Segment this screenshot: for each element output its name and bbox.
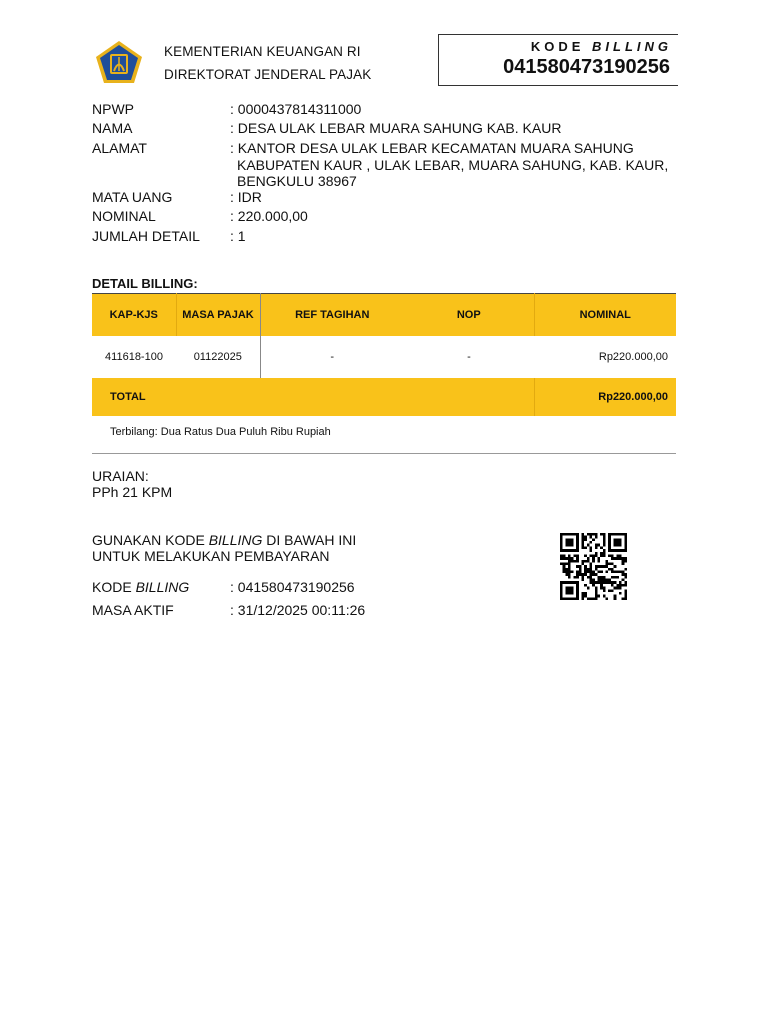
detail-billing-title: DETAIL BILLING: — [92, 276, 198, 291]
nama-label: NAMA — [92, 120, 133, 136]
col-ref-tagihan: REF TAGIHAN — [295, 308, 370, 321]
instr-part-a: GUNAKAN KODE — [92, 532, 205, 548]
cell-kap-kjs: 411618-100 — [105, 350, 163, 363]
col-masa-pajak: MASA PAJAK — [176, 294, 260, 336]
jumlah-detail-value: : 1 — [230, 228, 246, 244]
col-nominal: NOMINAL — [579, 308, 631, 321]
alamat-line-3: BENGKULU 38967 — [237, 173, 357, 189]
cell-masa-pajak: 01122025 — [176, 336, 260, 378]
table-row — [92, 336, 676, 378]
kode-label-a: KODE — [530, 39, 585, 54]
mata-uang-value: : IDR — [230, 189, 262, 205]
payment-instruction-line-2: UNTUK MELAKUKAN PEMBAYARAN — [92, 548, 330, 564]
nominal-value: : 220.000,00 — [230, 208, 308, 224]
table-total-row — [92, 378, 676, 416]
npwp-value: : 0000437814311000 — [230, 101, 362, 117]
cell-ref-tagihan: - — [330, 350, 335, 363]
nominal-label: NOMINAL — [92, 208, 156, 224]
org-line-2: DIREKTORAT JENDERAL PAJAK — [164, 67, 372, 82]
col-nop: NOP — [404, 294, 534, 336]
alamat-label: ALAMAT — [92, 140, 147, 156]
qr-code — [558, 533, 629, 600]
instr-part-b: BILLING — [208, 532, 263, 548]
alamat-line-1: : KANTOR DESA ULAK LEBAR KECAMATAN MUARA SAHUNG — [230, 140, 634, 156]
uraian-value: PPh 21 KPM — [92, 484, 173, 500]
kemenkeu-logo — [94, 40, 144, 84]
table-header-row — [92, 294, 676, 336]
kode-billing-label — [92, 579, 189, 595]
kb-label-a: KODE — [92, 579, 132, 595]
total-value: Rp220.000,00 — [598, 390, 668, 403]
cell-nominal: Rp220.000,00 — [598, 350, 668, 363]
terbilang-text: Terbilang: Dua Ratus Dua Puluh Ribu Rupiah — [110, 426, 331, 438]
mata-uang-label: MATA UANG — [92, 189, 173, 205]
npwp-label: NPWP — [92, 101, 134, 117]
kode-label-b: BILLING — [592, 39, 672, 54]
jumlah-detail-label: JUMLAH DETAIL — [92, 228, 200, 244]
kode-billing-number: 041580473190256 — [503, 56, 670, 78]
alamat-line-2: KABUPATEN KAUR , ULAK LEBAR, MUARA SAHUNG, KAB. KAUR, — [237, 156, 669, 173]
kode-billing-value: : 041580473190256 — [230, 579, 355, 595]
org-line-1: KEMENTERIAN KEUANGAN RI — [164, 44, 361, 59]
nama-value: : DESA ULAK LEBAR MUARA SAHUNG KAB. KAUR — [230, 120, 562, 136]
cell-nop: - — [467, 350, 471, 363]
detail-billing-table — [92, 293, 676, 416]
uraian-label: URAIAN: — [92, 468, 149, 484]
total-label: TOTAL — [92, 378, 534, 416]
instr-part-c: DI BAWAH INI — [266, 532, 357, 548]
col-kap-kjs: KAP-KJS — [92, 294, 176, 336]
kode-billing-box — [438, 34, 678, 86]
kode-billing-title — [531, 39, 672, 54]
divider — [92, 453, 676, 454]
masa-aktif-label: MASA AKTIF — [92, 602, 174, 618]
payment-instruction-line-1 — [92, 532, 356, 548]
alamat-value — [230, 140, 680, 190]
kb-label-b: BILLING — [135, 579, 190, 595]
masa-aktif-value: : 31/12/2025 00:11:26 — [230, 602, 366, 618]
